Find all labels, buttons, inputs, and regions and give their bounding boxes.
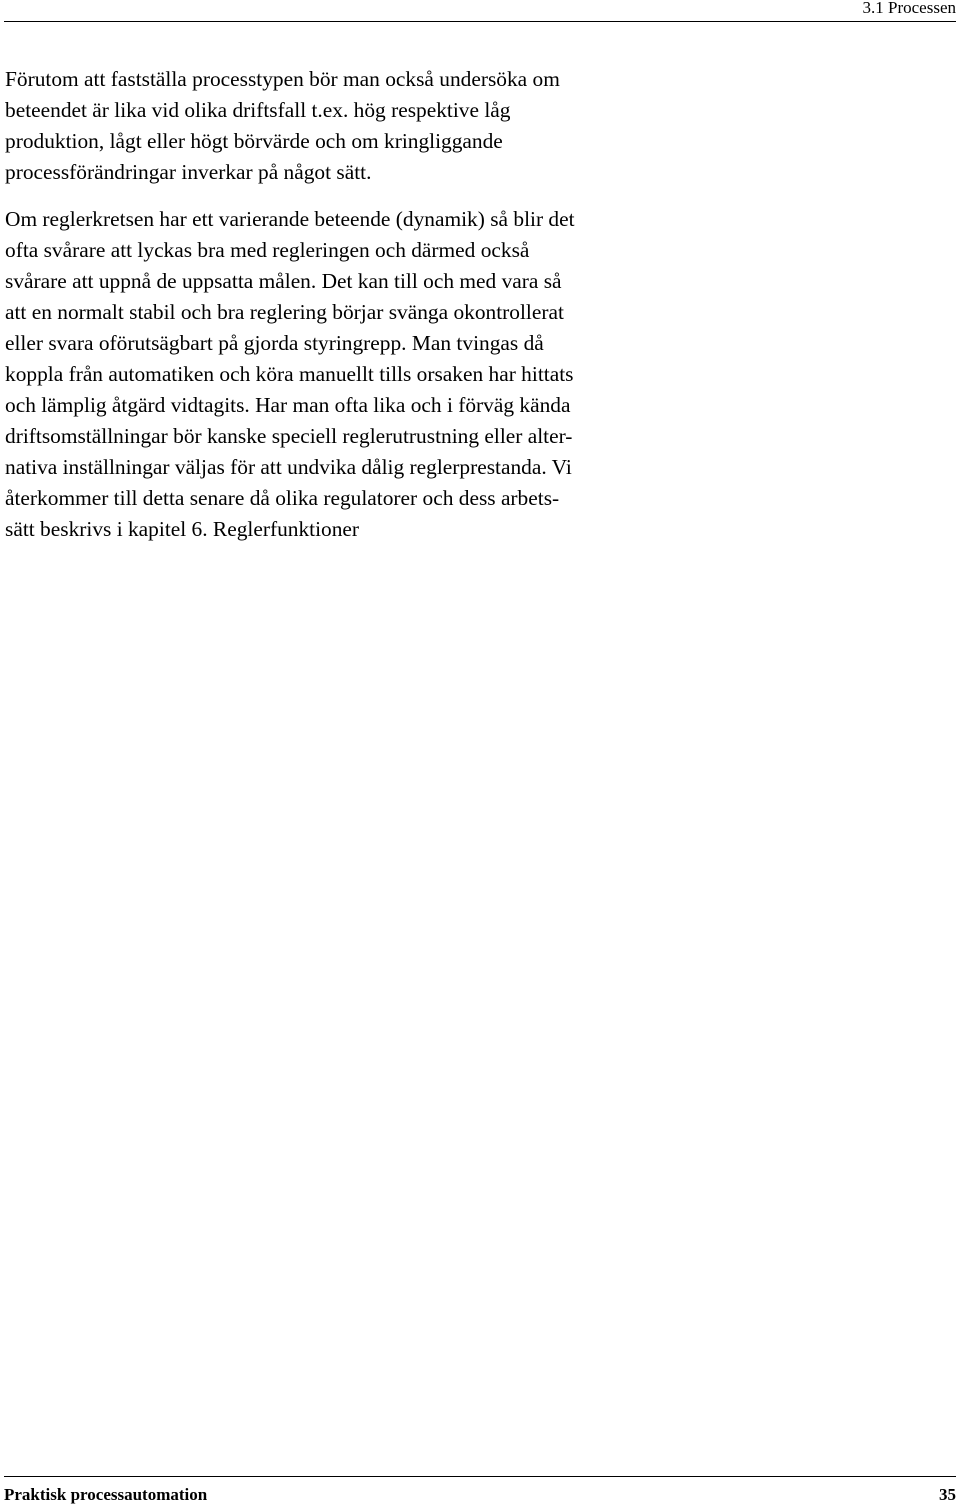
text-line: återkommer till detta senare då olika regulatorer och dess arbets- <box>5 486 560 510</box>
paragraph-1 <box>5 64 695 188</box>
book-title: Praktisk processautomation <box>4 1485 208 1504</box>
text-line: Om reglerkretsen har ett varierande beteende (dynamik) så blir det <box>5 207 575 231</box>
text-line: eller svara oförutsägbart på gjorda styringrepp. Man tvingas då <box>5 331 544 355</box>
text-line: processförändringar inverkar på något sätt. <box>5 160 372 184</box>
paragraph-2 <box>5 204 695 545</box>
text-line: att en normalt stabil och bra reglering börjar svänga okontrollerat <box>5 300 564 324</box>
text-line: sätt beskrivs i kapitel 6. Reglerfunktioner <box>5 517 360 541</box>
page-footer <box>4 1476 956 1510</box>
text-line: produktion, lågt eller högt börvärde och om kringliggande <box>5 129 503 153</box>
text-line: koppla från automatiken och köra manuellt tills orsaken har hittats <box>5 362 574 386</box>
text-line: svårare att uppnå de uppsatta målen. Det kan till och med vara så <box>5 269 562 293</box>
page-number: 35 <box>939 1485 956 1504</box>
text-line: nativa inställningar väljas för att undvika dålig reglerprestanda. Vi <box>5 455 572 479</box>
text-line: ofta svårare att lyckas bra med regleringen och därmed också <box>5 238 530 262</box>
text-line: beteendet är lika vid olika driftsfall t.ex. hög respektive låg <box>5 98 511 122</box>
text-line: driftsomställningar bör kanske speciell reglerutrustning eller alter- <box>5 424 573 448</box>
text-line: och lämplig åtgärd vidtagits. Har man ofta lika och i förväg kända <box>5 393 571 417</box>
text-line: Förutom att fastställa processtypen bör man också undersöka om <box>5 67 560 91</box>
body-text <box>5 64 695 545</box>
running-head: 3.1 Processen <box>862 0 956 17</box>
page-header <box>4 0 956 22</box>
